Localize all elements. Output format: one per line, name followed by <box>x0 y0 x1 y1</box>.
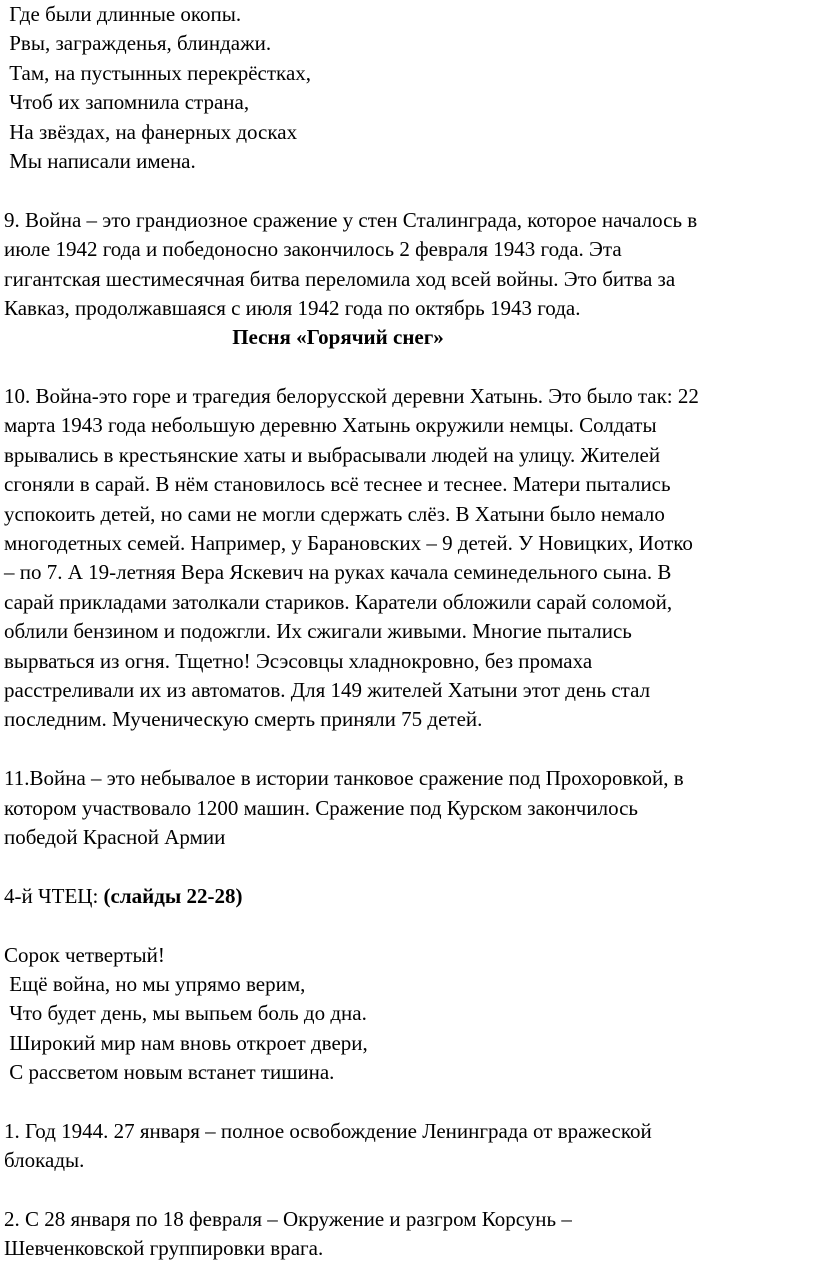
text-line: Кавказ, продолжавшаяся с июля 1942 года по октябрь 1943 года. <box>4 295 581 320</box>
text-line: гигантская шестимесячная битва переломила ход всей войны. Это битва за <box>4 266 676 291</box>
poem-line: Чтоб их запомнила страна, <box>4 90 250 115</box>
text-line: марта 1943 года небольшую деревню Хатынь окружили немцы. Солдаты <box>4 413 657 438</box>
text-line: успокоить детей, но сами не могли сдержать слёз. В Хатыни было немало <box>4 501 665 526</box>
poem-stanza-2 <box>4 941 812 1088</box>
poem-line: Там, на пустынных перекрёстках, <box>4 60 312 85</box>
poem-stanza-1 <box>4 0 812 176</box>
text-line: сгоняли в сарай. В нём становилось всё теснее и теснее. Матери пытались <box>4 472 671 497</box>
text-line: блокады. <box>4 1148 85 1173</box>
blank-line <box>4 1087 812 1116</box>
poem-line: Сорок четвертый! <box>4 942 165 967</box>
paragraph-10 <box>4 382 812 735</box>
text-line: 11.Война – это небывалое в истории танковое сражение под Прохоровкой, в <box>4 766 684 791</box>
text-line: Шевченковской группировки врага. <box>4 1236 324 1261</box>
text-line: 1. Год 1944. 27 января – полное освобождение Ленинграда от вражеской <box>4 1118 652 1143</box>
text-line: врывались в крестьянские хаты и выбрасывали людей на улицу. Жителей <box>4 442 661 467</box>
poem-line: Что будет день, мы выпьем боль до дна. <box>4 1001 367 1026</box>
blank-line <box>4 735 812 764</box>
list-item-1 <box>4 1117 812 1176</box>
text-line: последним. Мученическую смерть приняли 75 детей. <box>4 707 483 732</box>
poem-line: Рвы, загражденья, блиндажи. <box>4 31 272 56</box>
text-line: вырваться из огня. Тщетно! Эсэсовцы хладнокровно, без промаха <box>4 648 593 673</box>
poem-line: Широкий мир нам вновь откроет двери, <box>4 1030 368 1055</box>
blank-line <box>4 852 812 881</box>
text-line: многодетных семей. Например, у Барановских – 9 детей. У Новицких, Иотко <box>4 531 693 556</box>
poem-line: С рассветом новым встанет тишина. <box>4 1060 335 1085</box>
paragraph-9 <box>4 206 812 324</box>
poem-line: Ещё война, но мы упрямо верим, <box>4 971 306 996</box>
document-body <box>4 0 812 1264</box>
text-line: 10. Война-это горе и трагедия белорусской деревни Хатынь. Это было так: 22 <box>4 384 699 409</box>
list-item-2 <box>4 1205 812 1264</box>
poem-line: Где были длинные окопы. <box>4 2 242 26</box>
text-line: 9. Война – это грандиозное сражение у стен Сталинграда, которое началось в <box>4 207 698 232</box>
text-line: июле 1942 года и победоносно закончилось 2 февраля 1943 года. Эта <box>4 237 622 262</box>
song-title: Песня «Горячий снег» <box>232 325 444 350</box>
reader-label: 4-й ЧТЕЦ: <box>4 883 104 908</box>
poem-line: Мы написали имена. <box>4 148 196 173</box>
text-line: 2. С 28 января по 18 февраля – Окружение и разгром Корсунь – <box>4 1207 572 1232</box>
text-line: сарай прикладами затолкали стариков. Каратели обложили сарай соломой, <box>4 589 673 614</box>
poem-line: На звёздах, на фанерных досках <box>4 119 298 144</box>
paragraph-11 <box>4 764 812 852</box>
reader-heading <box>4 882 812 911</box>
text-line: котором участвовало 1200 машин. Сражение под Курском закончилось <box>4 795 638 820</box>
text-line: – по 7. А 19-летняя Вера Яскевич на руках качала семинедельного сына. В <box>4 560 672 585</box>
text-line: облили бензином и подожгли. Их сжигали живыми. Многие пытались <box>4 619 632 644</box>
blank-line <box>4 353 812 382</box>
reader-slides: (слайды 22-28) <box>103 883 243 908</box>
text-line: победой Красной Армии <box>4 824 226 849</box>
text-line: расстреливали их из автоматов. Для 149 жителей Хатыни этот день стал <box>4 677 651 702</box>
blank-line <box>4 911 812 940</box>
blank-line <box>4 1176 812 1205</box>
blank-line <box>4 176 812 205</box>
